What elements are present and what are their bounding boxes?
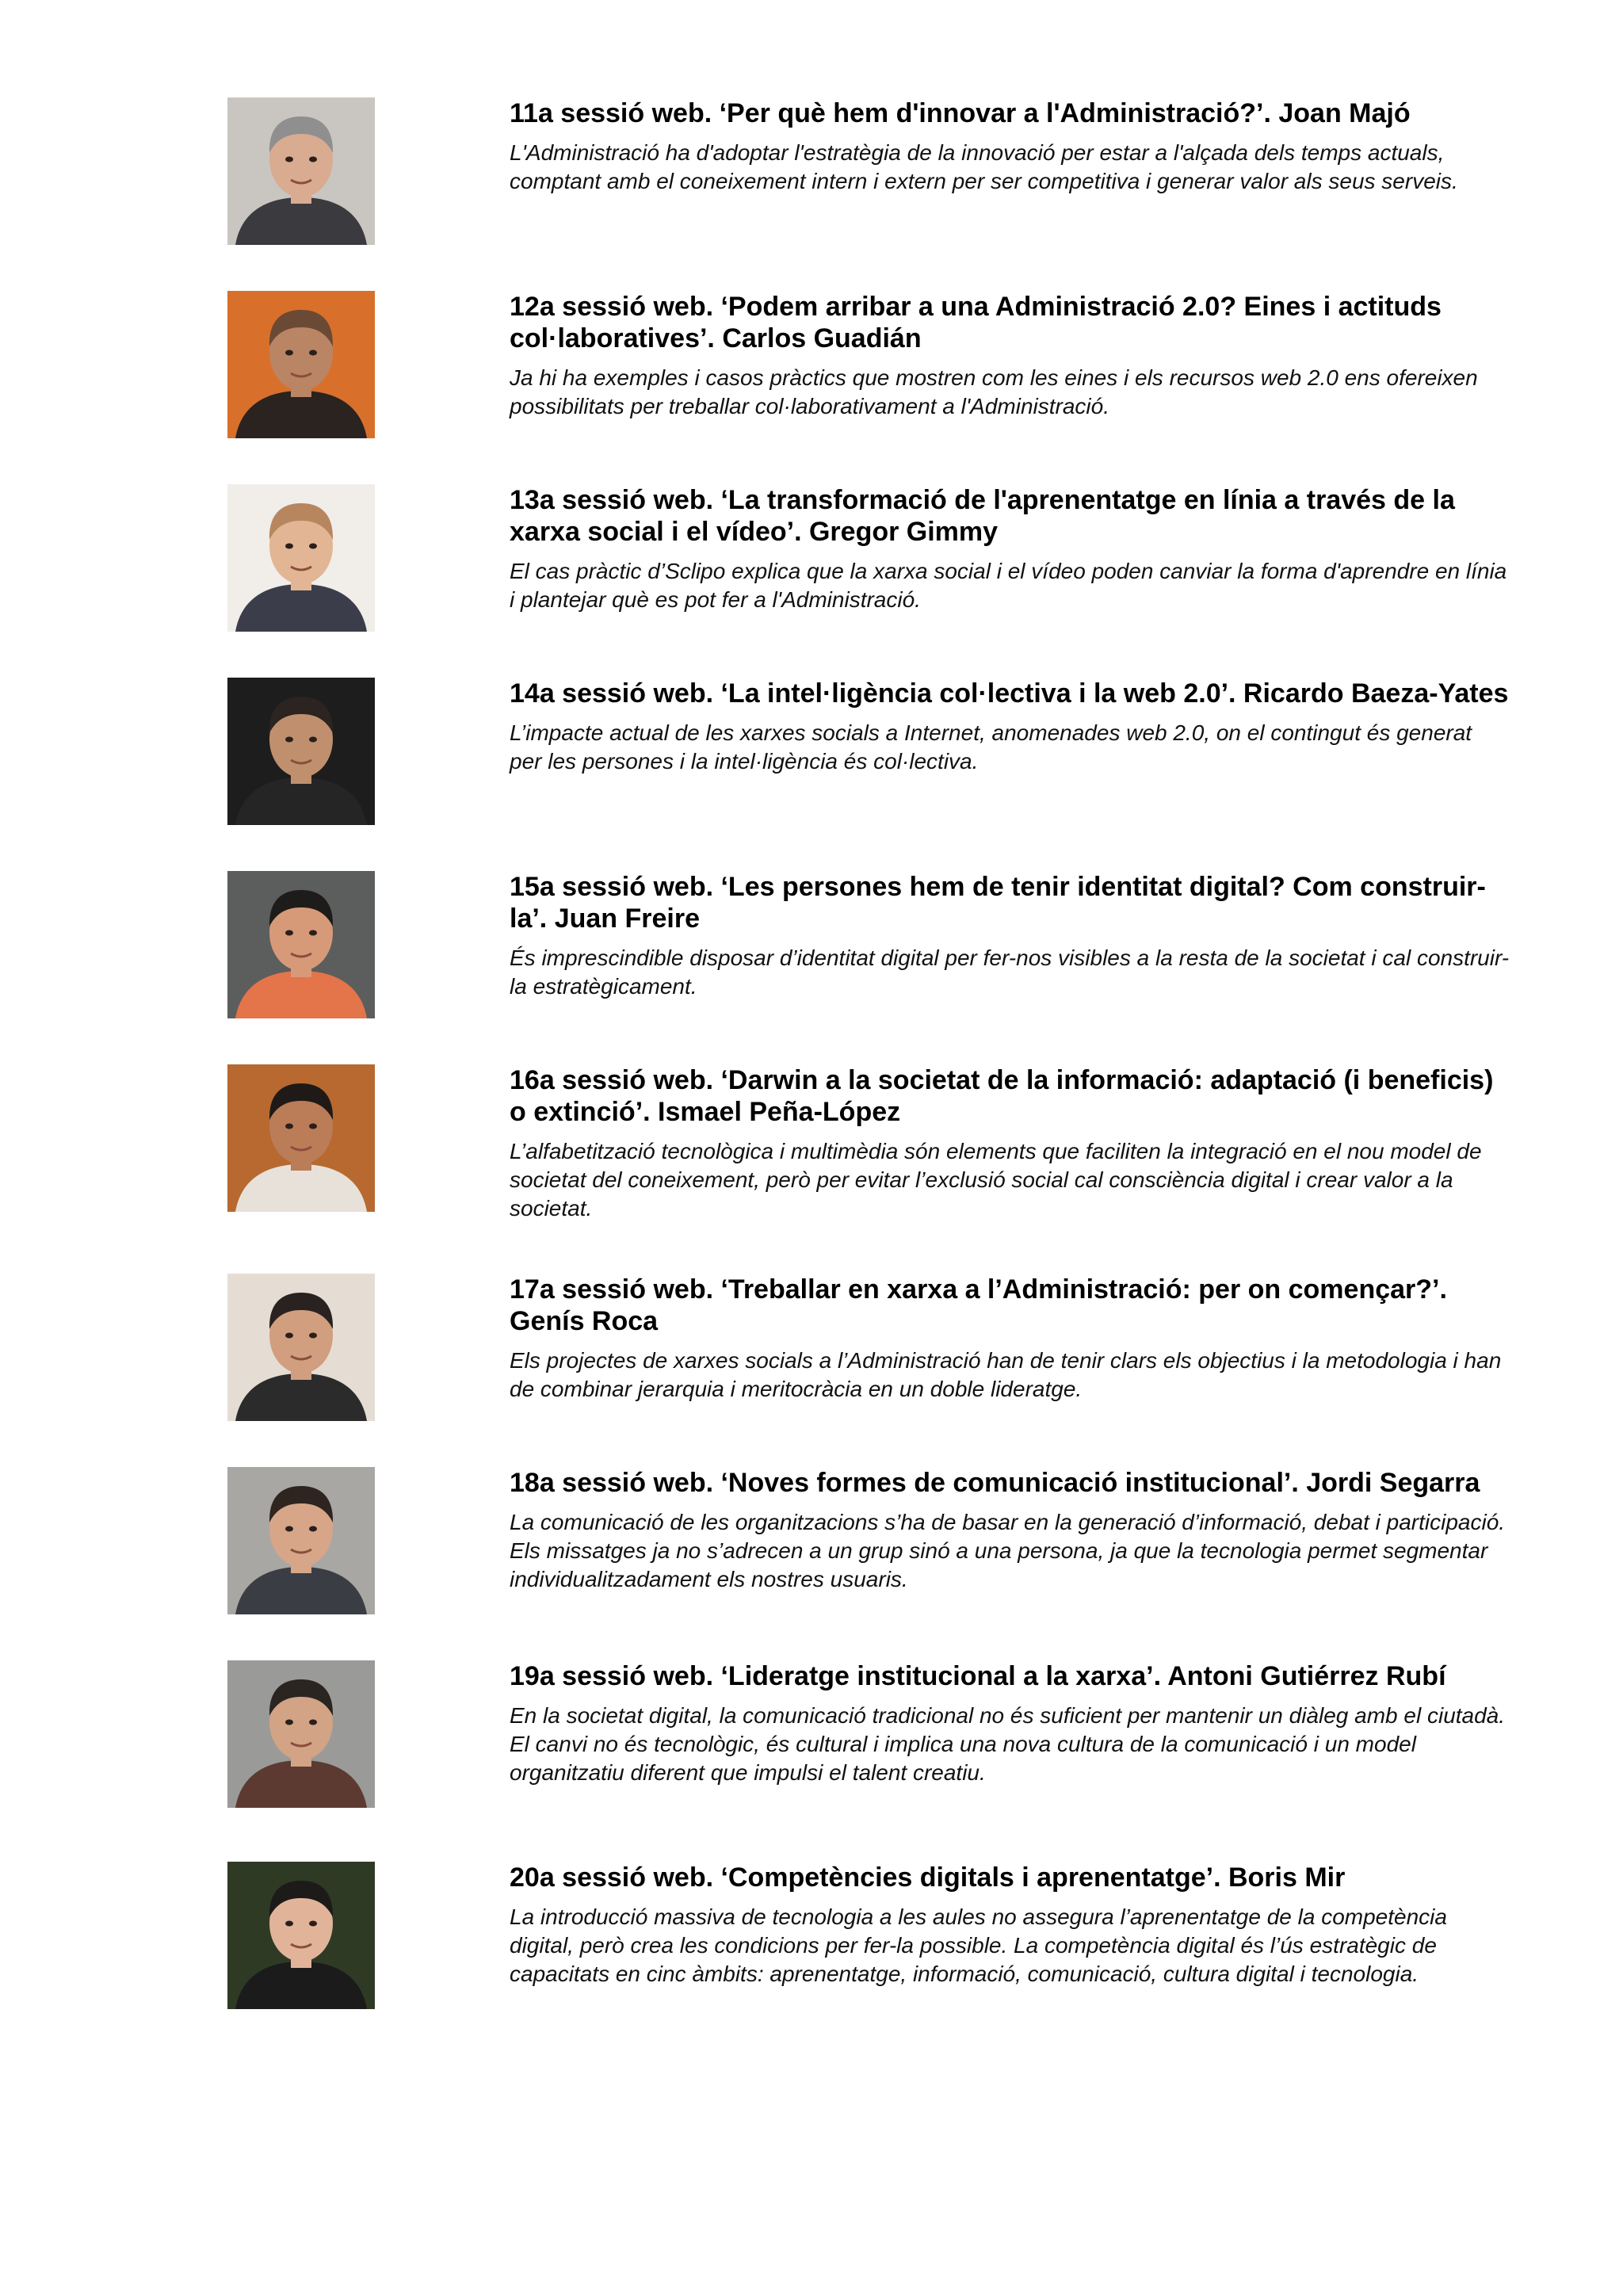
session-description: El cas pràctic d’Sclipo explica que la xarxa social i el vídeo poden canviar la forma d'aprendre en línia i plantejar què es pot fer a l'Administració.: [510, 559, 1507, 612]
session-description: És imprescindible disposar d’identitat digital per fer-nos visibles a la resta de la societat i cal construir-la estratègicament.: [510, 946, 1510, 999]
session-title: 15a sessió web. ‘Les persones hem de tenir identitat digital? Com construir-la’. Juan Freire: [510, 872, 1486, 934]
speaker-photo: [227, 1064, 375, 1212]
session-text: [510, 291, 1510, 421]
session-title: 20a sessió web. ‘Competències digitals i aprenentatge’. Boris Mir: [510, 1862, 1346, 1893]
session-text: [510, 484, 1510, 614]
speaker-photo: [227, 1660, 375, 1808]
session-title: 18a sessió web. ‘Noves formes de comunicació institucional’. Jordi Segarra: [510, 1468, 1480, 1498]
speaker-photo: [227, 291, 375, 438]
session-description: La introducció massiva de tecnologia a les aules no assegura l’aprenentatge de la competència digital, però crea les condicions per fer-la possible. La competència digital és l’ús estratègic de capacitats en cinc àmbits: aprenentatge, informació, comunicació, cultura digital i tecnologia.: [510, 1904, 1447, 1986]
session-text: [510, 97, 1510, 196]
speaker-photo: [227, 871, 375, 1018]
session-text: [510, 1467, 1510, 1594]
speaker-photo: [227, 97, 375, 245]
session-title: 17a sessió web. ‘Treballar en xarxa a l’Administració: per on començar?’. Genís Roca: [510, 1274, 1447, 1336]
session-text: [510, 1660, 1510, 1787]
session-text: [510, 1064, 1510, 1223]
session-description: Els projectes de xarxes socials a l’Administració han de tenir clars els objectius i la metodologia i han de combinar jerarquia i meritocràcia en un doble lideratge.: [510, 1348, 1502, 1401]
speaker-photo: [227, 1467, 375, 1614]
session-text: [510, 1274, 1510, 1404]
speaker-photo: [227, 484, 375, 632]
session-description: Ja hi ha exemples i casos pràctics que mostren com les eines i els recursos web 2.0 ens ofereixen possibilitats per treballar col·laborativament a l'Administració.: [510, 365, 1478, 418]
session-text: [510, 678, 1510, 776]
session-title: 12a sessió web. ‘Podem arribar a una Administració 2.0? Eines i actituds col·laboratives’. Carlos Guadián: [510, 292, 1442, 353]
session-description: L’alfabetització tecnològica i multimèdia són elements que faciliten la integració en el nou model de societat del coneixement, però per evitar l’exclusió social cal consciència digital i crear valor a la societat.: [510, 1139, 1482, 1221]
speaker-photo: [227, 1274, 375, 1421]
session-description: En la societat digital, la comunicació tradicional no és suficient per mantenir un diàleg amb el ciutadà. El canvi no és tecnològic, és cultural i implica una nova cultura de la comunicació i un model organitzatiu diferent que impulsi el talent creatiu.: [510, 1703, 1506, 1785]
speaker-photo: [227, 1862, 375, 2009]
session-text: [510, 1862, 1510, 1988]
session-title: 13a sessió web. ‘La transformació de l'aprenentatge en línia a través de la xarxa social i el vídeo’. Gregor Gimmy: [510, 485, 1455, 547]
session-description: L’impacte actual de les xarxes socials a Internet, anomenades web 2.0, on el contingut és generat per les persones i la intel·ligència és col·lectiva.: [510, 720, 1472, 774]
session-text: [510, 871, 1510, 1001]
session-title: 16a sessió web. ‘Darwin a la societat de la informació: adaptació (i beneficis) o extinció’. Ismael Peña-López: [510, 1065, 1494, 1127]
session-title: 11a sessió web. ‘Per què hem d'innovar a l'Administració?’. Joan Majó: [510, 98, 1411, 128]
speaker-photo: [227, 678, 375, 825]
session-title: 19a sessió web. ‘Lideratge institucional a la xarxa’. Antoni Gutiérrez Rubí: [510, 1661, 1446, 1691]
session-description: La comunicació de les organitzacions s’ha de basar en la generació d’informació, debat i participació. Els missatges ja no s’adrecen a un grup sinó a una persona, ja que la tecnologia permet segmentar individualitzadament els nostres usuaris.: [510, 1510, 1506, 1591]
session-description: L'Administració ha d'adoptar l'estratègia de la innovació per estar a l'alçada dels temps actuals, comptant amb el coneixement intern i extern per ser competitiva i generar valor als seus serveis.: [510, 140, 1458, 193]
session-title: 14a sessió web. ‘La intel·ligència col·lectiva i la web 2.0’. Ricardo Baeza-Yates: [510, 678, 1509, 709]
